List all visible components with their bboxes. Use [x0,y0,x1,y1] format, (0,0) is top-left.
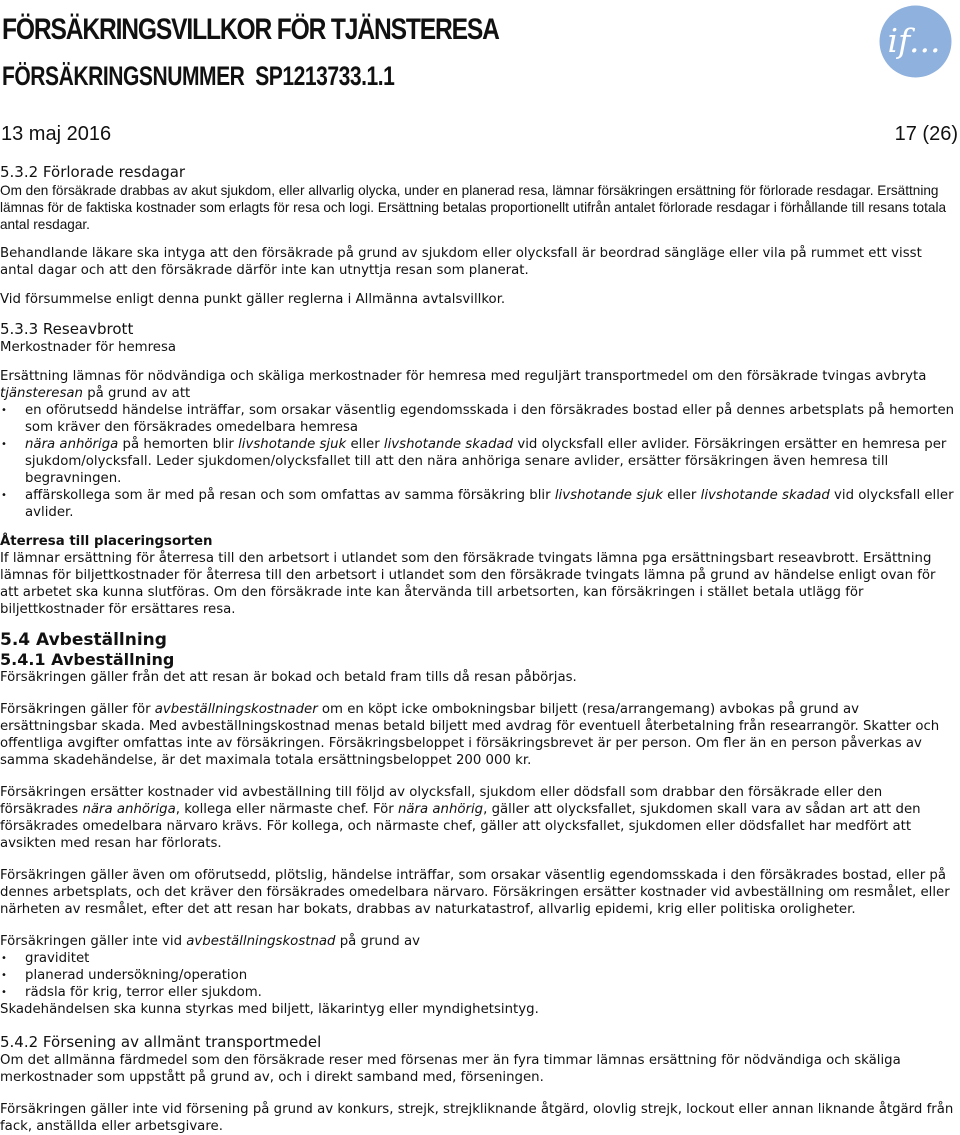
logo-text: if... [887,21,941,60]
paragraph: Om det allmänna färdmedel som den försäkrade reser med försenas mer än fyra timmar lämnas ersättning för nödvändiga och skäliga merkostnader som uppstått på grund av, och i direkt samband med, förseningen. [0,1053,901,1085]
list-item: • graviditet [0,950,955,967]
list-item: • rädsla för krig, terror eller sjukdom. [0,984,955,1001]
policy-number-label: FÖRSÄKRINGSNUMMER [2,61,245,91]
if-logo [879,5,952,78]
section-heading-5-4-2: 5.4.2 Försening av allmänt transportmedel [0,1033,322,1051]
bullet-list [0,402,955,521]
section-heading-5-4: 5.4 Avbeställning [0,630,167,650]
paragraph: Vid försummelse enligt denna punkt gäller reglerna i Allmänna avtalsvillkor. [0,292,506,307]
paragraph: If lämnar ersättning för återresa till den arbetsort i utlandet som den försäkrade tvingats lämna pga ersättningsbart reseavbrott. Ersättning lämnas för biljettkostnader för återresa till den arbetsort i utlandet som den försäkrade tvingats lämna på grund av händelse enligt ovan för att arbetet ska kunna slutföras. Om den försäkrade inte kan återvända till arbetsorten, kan försäkringen i stället betala utlägg för biljettkostnader för ersättares resa. [0,551,936,617]
list-item: • planerad undersökning/operation [0,967,955,984]
paragraph: Försäkringen gäller inte vid avbeställningskostnad på grund av [0,934,420,949]
paragraph: Ersättning lämnas för nödvändiga och skäliga merkostnader för hemresa med reguljärt transportmedel om den försäkrade tvingas avbryta tjänsteresan på grund av att [0,369,927,401]
section-heading-5-3-2: 5.3.2 Förlorade resdagar [0,163,186,181]
subheading: Återresa till placeringsorten [0,534,213,549]
paragraph: Försäkringen gäller från det att resan är bokad och betald fram tills då resan påbörjas. [0,670,577,685]
paragraph: Försäkringen gäller även om oförutsedd, plötslig, händelse inträffar, som orsakar väsentlig egendomsskada i den försäkrades bostad, eller på dennes arbetsplats, och det kräver den försäkrades omedelbara närvaro. Försäkringen ersätter kostnader vid avbeställning om resmålet, eller närheten av resmålet, efter det att resan har bokats, drabbas av naturkatastrof, allvarlig epidemi, krig eller politiska oroligheter. [0,868,950,917]
paragraph: Försäkringen ersätter kostnader vid avbeställning till följd av olycksfall, sjukdom eller dödsfall som drabbar den försäkrade eller den försäkrades nära anhöriga, kollega eller närmaste chef. För nära anhörig, gäller att olycksfallet, sjukdomen skall vara av sådan art att den försäkrades omedelbara närvaro krävs. För kollega, och närmaste chef, gäller att olycksfallet, sjukdomen eller dödsfallet har medfört att avsikten med resan har förlorats. [0,785,921,851]
subheading: Merkostnader för hemresa [0,340,177,355]
policy-number-line [2,58,394,94]
paragraph: Försäkringen gäller inte vid försening på grund av konkurs, strejk, strejkliknande åtgärd, olovlig strejk, lockout eller annan liknande åtgärd från fack, anställda eller arbetsgivare. [0,1102,954,1134]
policy-number: SP1213733.1.1 [255,61,395,91]
paragraph: Behandlande läkare ska intyga att den försäkrade på grund av sjukdom eller olycksfall är beordrad sängläge eller vila på rummet ett visst antal dagar och att den försäkrade därför inte kan utnyttja resan som planerat. [0,246,922,278]
exclusion-list [0,950,955,1001]
section-heading-5-3-3: 5.3.3 Reseavbrott [0,320,134,338]
list-item: • affärskollega som är med på resan och som omfattas av samma försäkring blir livshotande sjuk eller livshotande skadad vid olycksfall eller avlider. [0,487,955,521]
list-item: • en oförutsedd händelse inträffar, som orsakar väsentlig egendomsskada i den försäkrades bostad eller på dennes arbetsplats på hemorten som kräver den försäkrades omedelbara hemresa [0,402,955,436]
document-body [0,163,955,1135]
list-item: • nära anhöriga på hemorten blir livshotande sjuk eller livshotande skadad vid olycksfall eller avlider. Försäkringen ersätter en hemresa per sjukdom/olycksfall. Leder sjukdomen/olycksfallet till att den nära anhöriga senare avlider, ersätter försäkringen även hemresa till begravningen. [0,436,955,487]
paragraph: Skadehändelsen ska kunna styrkas med biljett, läkarintyg eller myndighetsintyg. [0,1002,539,1017]
document-title: FÖRSÄKRINGSVILLKOR FÖR TJÄNSTERESA [2,13,499,46]
document-date: 13 maj 2016 [1,123,112,145]
paragraph: Om den försäkrade drabbas av akut sjukdom, eller allvarlig olycka, under en planerad resa, lämnar försäkringen ersättning för förlorade resdagar. Ersättning lämnas för de faktiska kostnader som erlagts för resa och logi. Ersättning betalas proportionellt utifrån antalet förlorade resdagar i förhållande till resans totala antal resdagar. [0,183,947,232]
paragraph: Försäkringen gäller för avbeställningskostnader om en köpt icke ombokningsbar biljett (resa/arrangemang) avbokas på grund av ersättningsbar skada. Med avbeställningskostnad menas betald biljett med avdrag för eventuell återbetalning från researrangör. Skatter och offentliga avgifter omfattas inte av försäkringen. Försäkringsbeloppet i försäkringsbrevet är per person. Om fler än en person påverkas av samma skadehändelse, är det maximala totala ersättningsbeloppet 200 000 kr. [0,702,940,768]
page-number: 17 (26) [894,123,958,145]
section-heading-5-4-1: 5.4.1 Avbeställning [0,650,175,669]
